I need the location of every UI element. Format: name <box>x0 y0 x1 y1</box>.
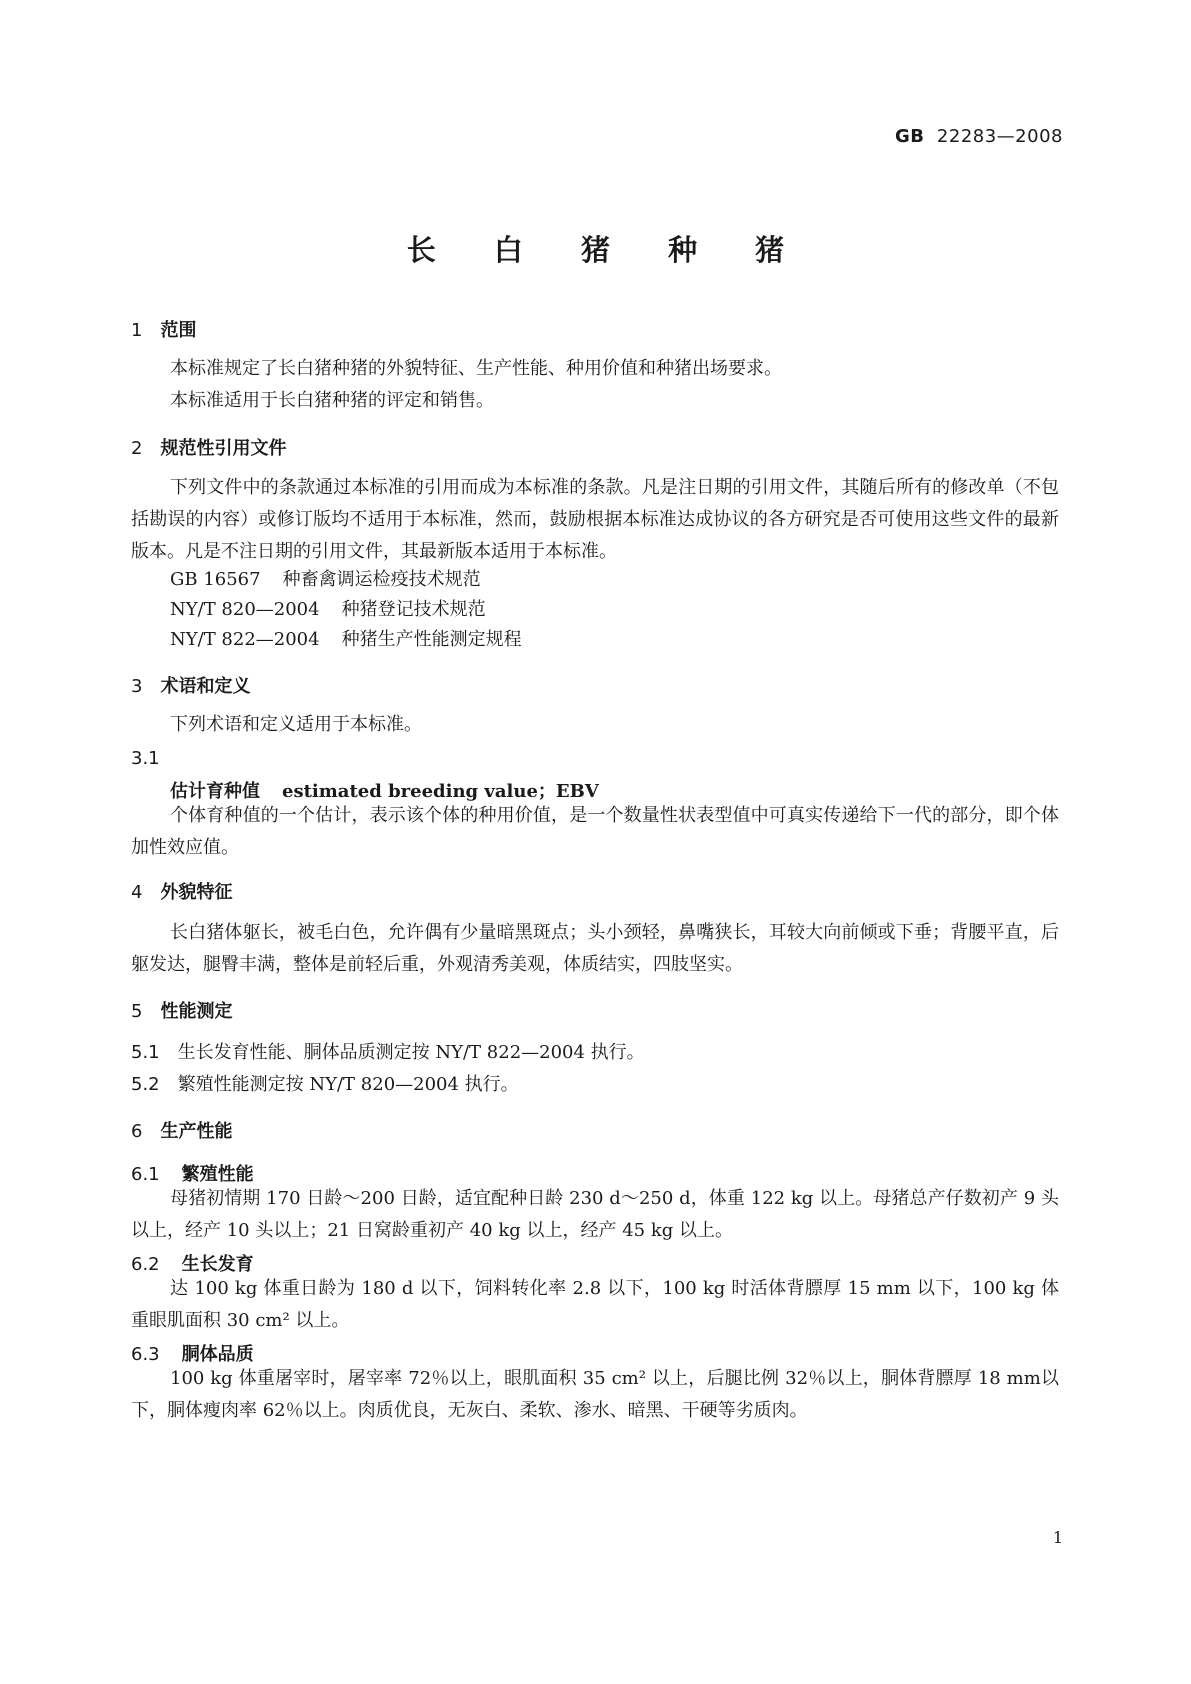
section-2-paragraph-1: 下列文件中的条款通过本标准的引用而成为本标准的条款。凡是注日期的引用文件，其随后所有的修改单（不包括勘误的内容）或修订版均不适用于本标准，然而，鼓励根据本标准达成协议的各方研究是否可使用这些文件的最新版本。凡是不注日期的引用文件，其最新版本适用于本标准。 <box>131 477 1059 562</box>
page-number: 1 <box>1052 1528 1063 1547</box>
clause-5-1 <box>131 1038 1059 1064</box>
section-title: 性能测定 <box>160 1001 233 1022</box>
section-number: 5 <box>131 1001 143 1022</box>
section-3-paragraph-1: 下列术语和定义适用于本标准。 <box>170 714 422 735</box>
section-1-paragraph-1: 本标准规定了长白猪种猪的外貌特征、生产性能、种用价值和种猪出场要求。 <box>170 358 782 379</box>
standard-code-number: 22283—2008 <box>936 126 1063 147</box>
clause-number: 5.1 <box>131 1042 160 1063</box>
section-number: 3 <box>131 676 143 697</box>
term-chinese: 估计育种值 <box>170 781 260 802</box>
section-title: 规范性引用文件 <box>160 438 287 459</box>
section-1-paragraph-2: 本标准适用于长白猪种猪的评定和销售。 <box>170 390 494 411</box>
document-title: 长 白 猪 种 猪 <box>406 233 809 267</box>
section-5-heading <box>131 997 1059 1023</box>
section-number: 6 <box>131 1121 143 1142</box>
subsection-title: 繁殖性能 <box>181 1164 254 1185</box>
subsection-title: 胴体品质 <box>181 1344 254 1365</box>
standard-code <box>895 126 1063 147</box>
section-3-heading <box>131 672 1059 698</box>
clause-text: 生长发育性能、胴体品质测定按 NY/T 822—2004 执行。 <box>177 1042 645 1063</box>
reference-code: NY/T 820—2004 <box>170 599 320 620</box>
clause-number: 5.2 <box>131 1074 160 1095</box>
subsection-title: 生长发育 <box>181 1254 254 1275</box>
section-number: 2 <box>131 438 143 459</box>
section-title: 范围 <box>160 320 197 341</box>
reference-code: NY/T 822—2004 <box>170 629 320 650</box>
section-number: 4 <box>131 882 143 903</box>
section-4-paragraph-1: 长白猪体躯长，被毛白色，允许偶有少量暗黑斑点；头小颈轻，鼻嘴狭长，耳较大向前倾或下垂；背腰平直，后躯发达，腿臀丰满，整体是前轻后重，外观清秀美观，体质结实，四肢坚实。 <box>131 922 1059 975</box>
clause-text: 繁殖性能测定按 NY/T 820—2004 执行。 <box>177 1074 519 1095</box>
section-title: 生产性能 <box>160 1121 233 1142</box>
section-title: 术语和定义 <box>160 676 251 697</box>
subsection-6-3-text: 100 kg 体重屠宰时，屠宰率 72％以上，眼肌面积 35 cm² 以上，后腿比例 32％以上，胴体背膘厚 18 mm以下，胴体瘦肉率 62％以上。肉质优良，无灰白、柔软、渗水、暗黑、干硬等劣质肉。 <box>131 1368 1059 1421</box>
clause-5-2 <box>131 1070 1059 1096</box>
reference-name: 种畜禽调运检疫技术规范 <box>282 569 481 590</box>
reference-name: 种猪生产性能测定规程 <box>341 629 522 650</box>
subsection-6-1-text: 母猪初情期 170 日龄～200 日龄，适宜配种日龄 230 d～250 d，体重 122 kg 以上。母猪总产仔数初产 9 头以上，经产 10 头以上；21 日窝龄重初产 40 kg 以上，经产 45 kg 以上。 <box>131 1188 1059 1241</box>
reference-item <box>131 564 1098 596</box>
reference-item <box>131 594 1098 626</box>
subsection-6-2-text: 达 100 kg 体重日龄为 180 d 以下，饲料转化率 2.8 以下，100 kg 时活体背膘厚 15 mm 以下，100 kg 体重眼肌面积 30 cm² 以上。 <box>131 1278 1059 1331</box>
section-4-heading <box>131 878 1059 904</box>
section-6-heading <box>131 1117 1059 1143</box>
reference-item <box>131 624 1098 656</box>
subsection-number: 3.1 <box>131 748 160 769</box>
standard-code-prefix: GB <box>894 126 925 147</box>
section-number: 1 <box>131 320 143 341</box>
term-english: estimated breeding value；EBV <box>282 781 599 802</box>
section-2-heading <box>131 434 1059 460</box>
section-title: 外貌特征 <box>160 882 233 903</box>
term-definition: 个体育种值的一个估计，表示该个体的种用价值，是一个数量性状表型值中可真实传递给下一代的部分，即个体加性效应值。 <box>131 805 1059 858</box>
subsection-number: 6.2 <box>131 1254 160 1275</box>
reference-code: GB 16567 <box>170 569 261 590</box>
subsection-number: 6.1 <box>131 1164 160 1185</box>
subsection-number: 6.3 <box>131 1344 160 1365</box>
section-1-heading <box>131 316 1059 342</box>
reference-name: 种猪登记技术规范 <box>341 599 486 620</box>
